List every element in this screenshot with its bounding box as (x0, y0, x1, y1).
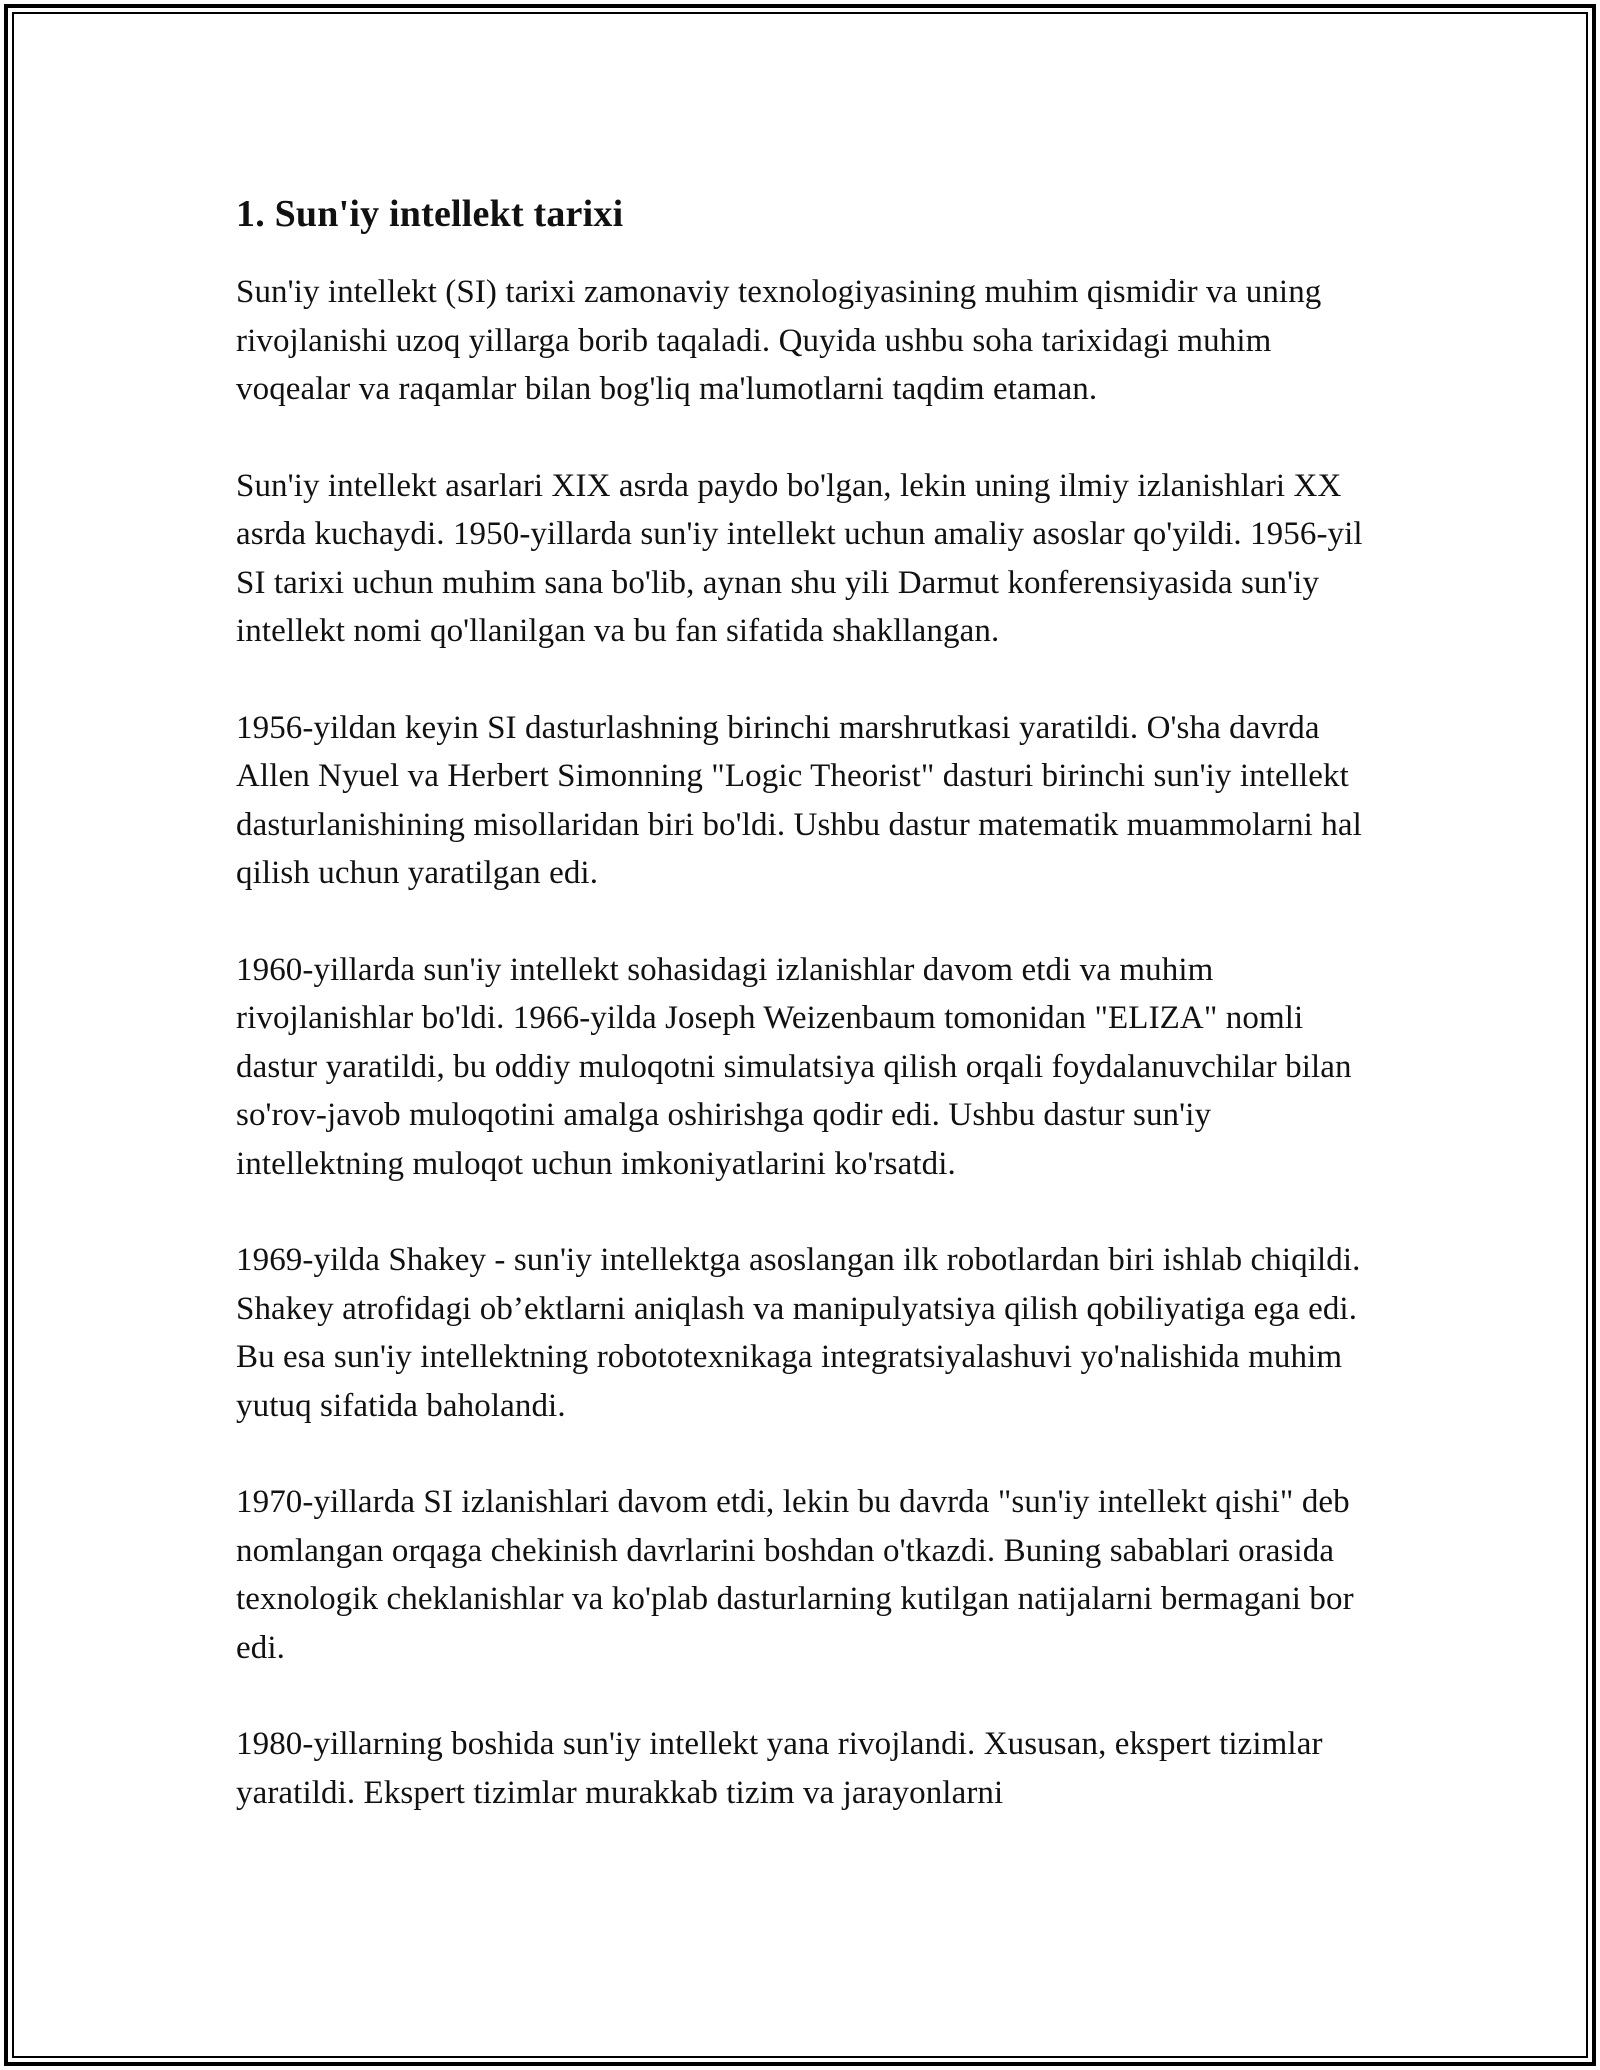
paragraph-origins: Sun'iy intellekt asarlari XIX asrda paydo bo'lgan, lekin uning ilmiy izlanishlari XX asrda kuchaydi. 1950-yillarda sun'iy intellekt uchun amaliy asoslar qo'yildi. 1956-yil SI tarixi uchun muhim sana bo'lib, aynan shu yili Darmut konferensiyasida sun'iy intellekt nomi qo'llanilgan va bu fan sifatida shakllangan. (236, 467, 1363, 649)
paragraph-eliza: 1960-yillarda sun'iy intellekt sohasidagi izlanishlar davom etdi va muhim rivojlanishlar bo'ldi. 1966-yilda Joseph Weizenbaum tomonidan "ELIZA" nomli dastur yaratildi, bu oddiy muloqotni simulatsiya qilish orqali foydalanuvchilar bilan so'rov-javob muloqotini amalga oshirishga qodir edi. Ushbu dastur sun'iy intellektning muloqot uchun imkoniyatlarini ko'rsatdi. (236, 951, 1352, 1182)
paragraph-expert-systems: 1980-yillarning boshida sun'iy intellekt yana rivojlandi. Xususan, ekspert tizimlar yaratildi. Ekspert tizimlar murakkab tizim va jarayonlarni (236, 1726, 1323, 1811)
paragraph-logic-theorist: 1956-yildan keyin SI dasturlashning birinchi marshrutkasi yaratildi. O'sha davrda Allen Nyuel va Herbert Simonning "Logic Theorist" dasturi birinchi sun'iy intellekt dasturlanishining misollaridan biri bo'ldi. Ushbu dastur matematik muammolarni hal qilish uchun yaratilgan edi. (236, 709, 1362, 891)
paragraph-shakey: 1969-yilda Shakey - sun'iy intellektga asoslangan ilk robotlardan biri ishlab chiqildi. Shakey atrofidagi ob’ektlarni aniqlash va manipulyatsiya qilish qobiliyatiga ega edi. Bu esa sun'iy intellektning robototexnikaga integratsiyalashuvi yo'nalishida muhim yutuq sifatida baholandi. (236, 1242, 1361, 1424)
paragraph-intro: Sun'iy intellekt (SI) tarixi zamonaviy texnologiyasining muhim qismidir va uning rivojlanishi uzoq yillarga borib taqaladi. Quyida ushbu soha tarixidagi muhim voqealar va raqamlar bilan bog'liq ma'lumotlarni taqdim etaman. (236, 274, 1322, 407)
paragraph-ai-winter: 1970-yillarda SI izlanishlari davom etdi, lekin bu davrda "sun'iy intellekt qishi" deb nomlangan orqaga chekinish davrlarini boshdan o'tkazdi. Buning sabablari orasida texnologik cheklanishlar va ko'plab dasturlarning kutilgan natijalarni bermagani bor edi. (236, 1484, 1354, 1666)
document-body (236, 186, 1366, 1817)
section-heading: 1. Sun'iy intellekt tarixi (236, 193, 624, 235)
